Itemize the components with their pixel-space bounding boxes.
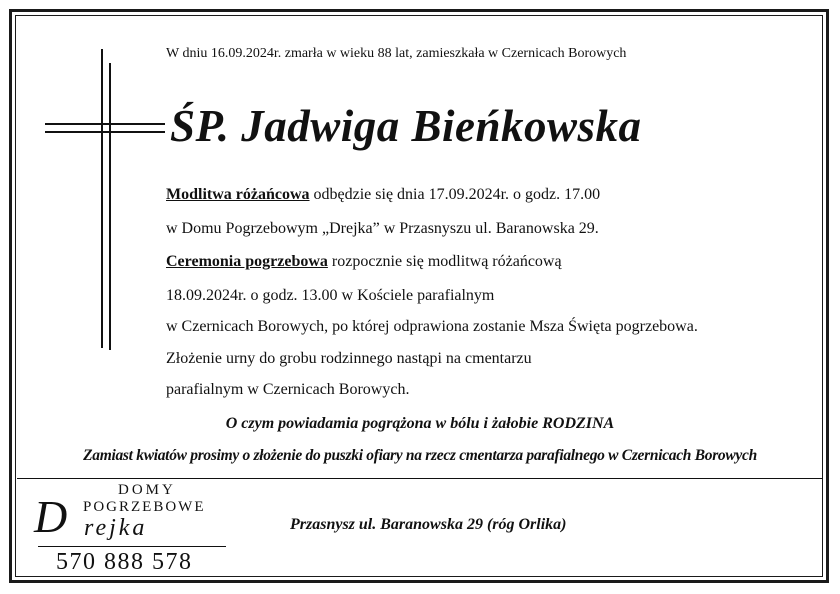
body-line-1: Modlitwa różańcowa odbędzie się dnia 17.09.2024r. o godz. 17.00 [166,186,601,203]
family-note: O czym powiadamia pogrążona w bólu i żałobie RODZINA [225,415,615,432]
ceremony-label: Ceremonia pogrzebowa [166,253,328,270]
logo-name: rejka [84,515,148,541]
body-line-4: 18.09.2024r. o godz. 13.00 w Kościele parafialnym [166,287,495,304]
body-line-3: Ceremonia pogrzebowa rozpocznie się modlitwą różańcową [166,253,562,270]
body-line-5: w Czernicach Borowych, po której odprawiona zostanie Msza Święta pogrzebowa. [166,318,698,335]
deceased-name: ŚP. Jadwiga Bieńkowska [170,101,642,151]
body-line-2: w Domu Pogrzebowym „Drejka” w Przasnyszu ul. Baranowska 29. [166,220,599,237]
logo-initial: D [34,491,68,542]
intro-text: W dniu 16.09.2024r. zmarła w wieku 88 lat, zamieszkała w Czernicach Borowych [166,46,627,61]
body-line-7: parafialnym w Czernicach Borowych. [166,381,410,398]
logo-line-2: POGRZEBOWE [83,499,206,515]
body-line-6: Złożenie urny do grobu rodzinnego nastąpi na cmentarzu [166,350,532,367]
phone-number: 570 888 578 [56,549,193,575]
address-text: Przasnysz ul. Baranowska 29 (róg Orlika) [290,516,567,533]
logo-line-1: DOMY [118,482,176,498]
logo-rule [38,546,226,547]
divider [17,478,823,479]
rosary-label: Modlitwa różańcowa [166,186,310,203]
flowers-request: Zamiast kwiatów prosimy o złożenie do puszki ofiary na rzecz cmentarza parafialnego w Czernicach Borowych [83,447,757,464]
